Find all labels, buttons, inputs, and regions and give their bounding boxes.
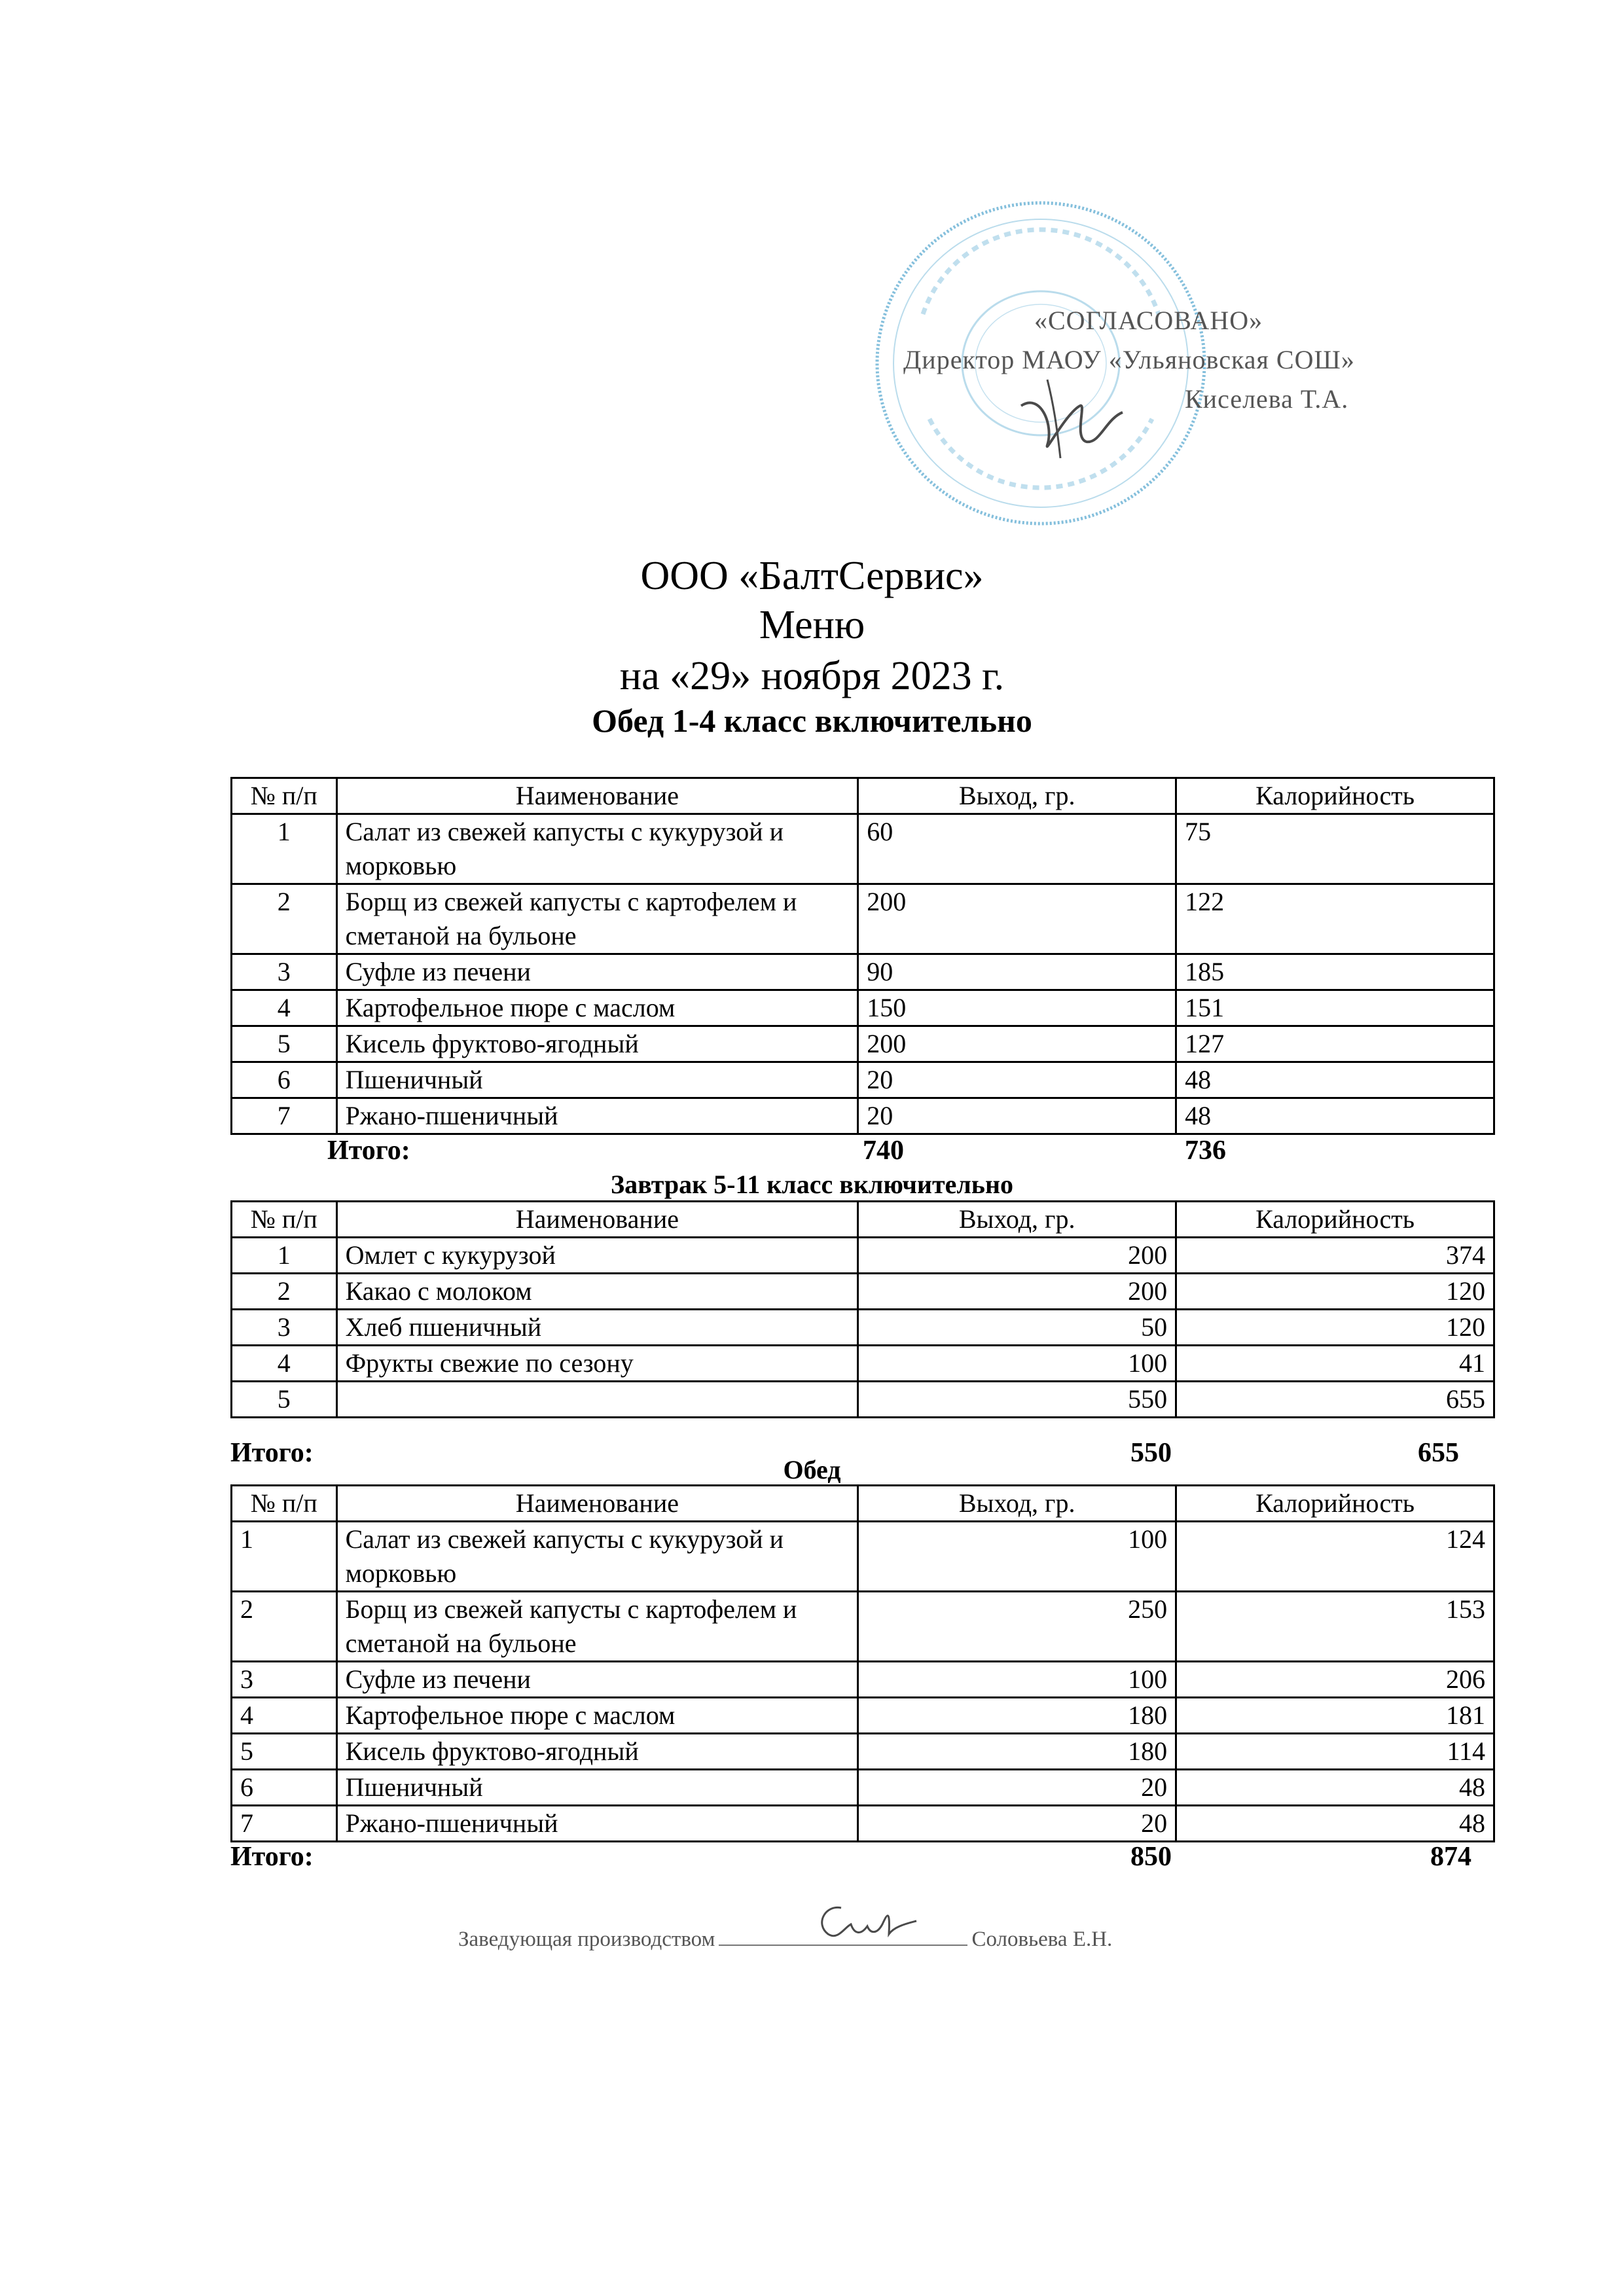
table-row [232,1382,1494,1418]
lunch-total-label: Итого: [230,1842,314,1872]
cell-name: Салат из свежей капусты с кукурузой и морковью [336,1522,858,1592]
cell-name: Ржано-пшеничный [336,1098,858,1134]
breakfast-total-kcal: 655 [1418,1438,1459,1468]
cell-output: 20 [858,1098,1176,1134]
cell-kcal: 655 [1176,1382,1494,1418]
cell-output: 200 [858,1026,1176,1062]
cell-num: 7 [232,1806,337,1842]
cell-name: Суфле из печени [336,1662,858,1698]
column-header-name: Наименование [336,778,858,814]
table-row [232,1592,1494,1662]
cell-name: Какао с молоком [336,1274,858,1310]
cell-kcal: 124 [1176,1522,1494,1592]
cell-num: 4 [232,1346,337,1382]
cell-kcal: 120 [1176,1274,1494,1310]
lunch-1-4-table [230,777,1495,1135]
cell-output: 20 [858,1770,1176,1806]
cell-output: 60 [858,814,1176,884]
column-header-kcal: Калорийность [1176,1202,1494,1238]
cell-output: 200 [858,1274,1176,1310]
cell-num: 2 [232,1274,337,1310]
cell-num: 1 [232,814,337,884]
cell-name: Пшеничный [336,1770,858,1806]
approval-heading: «СОГЛАСОВАНО» [1034,306,1263,335]
cell-output: 200 [858,884,1176,954]
column-header-num: № п/п [232,1202,337,1238]
cell-num: 1 [232,1238,337,1274]
column-header-num: № п/п [232,1486,337,1522]
table-row [232,1274,1494,1310]
column-header-output: Выход, гр. [858,778,1176,814]
approval-signer: Киселева Т.А. [1185,384,1349,414]
cell-output: 100 [858,1522,1176,1592]
cell-output: 90 [858,954,1176,990]
breakfast-total-label: Итого: [230,1438,314,1468]
cell-num: 3 [232,954,337,990]
cell-kcal: 75 [1176,814,1494,884]
cell-kcal: 206 [1176,1662,1494,1698]
cell-output: 250 [858,1592,1176,1662]
cell-kcal: 41 [1176,1346,1494,1382]
table-row [232,1734,1494,1770]
cell-name: Ржано-пшеничный [336,1806,858,1842]
cell-num: 3 [232,1662,337,1698]
approval-block [903,301,1519,419]
table-row [232,1770,1494,1806]
cell-num: 5 [232,1734,337,1770]
cell-num: 5 [232,1382,337,1418]
cell-name: Фрукты свежие по сезону [336,1346,858,1382]
cell-num: 7 [232,1098,337,1134]
table-header-row [232,1202,1494,1238]
cell-kcal: 120 [1176,1310,1494,1346]
lunch-1-4-total-output: 740 [863,1136,904,1166]
cell-kcal: 153 [1176,1592,1494,1662]
cell-output: 100 [858,1662,1176,1698]
production-manager-signature-line [458,1928,1112,1952]
column-header-output: Выход, гр. [858,1486,1176,1522]
cell-output: 200 [858,1238,1176,1274]
table-row [232,1522,1494,1592]
cell-num: 6 [232,1770,337,1806]
document-title: Меню [759,603,865,647]
table-row [232,1346,1494,1382]
table-row [232,990,1494,1026]
lunch-1-4-total-label: Итого: [327,1136,410,1166]
cell-output: 150 [858,990,1176,1026]
cell-name: Картофельное пюре с маслом [336,990,858,1026]
cell-name: Омлет с кукурузой [336,1238,858,1274]
table-row [232,1062,1494,1098]
cell-output: 180 [858,1734,1176,1770]
table-row [232,814,1494,884]
cell-num: 1 [232,1522,337,1592]
cell-kcal: 48 [1176,1770,1494,1806]
cell-name: Хлеб пшеничный [336,1310,858,1346]
cell-output: 550 [858,1382,1176,1418]
cell-name: Картофельное пюре с маслом [336,1698,858,1734]
cell-kcal: 48 [1176,1062,1494,1098]
cell-num: 3 [232,1310,337,1346]
section-title-lunch-1-4: Обед 1-4 класс включительно [592,702,1032,739]
cell-name [336,1382,858,1418]
table-row [232,1698,1494,1734]
column-header-output: Выход, гр. [858,1202,1176,1238]
column-header-num: № п/п [232,778,337,814]
approval-position: Директор МАОУ «Ульяновская СОШ» [903,345,1355,374]
cell-output: 20 [858,1062,1176,1098]
cell-num: 4 [232,990,337,1026]
cell-name: Суфле из печени [336,954,858,990]
cell-kcal: 185 [1176,954,1494,990]
cell-num: 2 [232,884,337,954]
cell-name: Борщ из свежей капусты с картофелем и сметаной на бульоне [336,1592,858,1662]
lunch-total-output: 850 [1130,1842,1172,1872]
cell-kcal: 48 [1176,1806,1494,1842]
table-row [232,1806,1494,1842]
manager-signature [805,1895,929,1954]
cell-output: 50 [858,1310,1176,1346]
lunch-1-4-total-kcal: 736 [1185,1136,1226,1166]
lunch-table [230,1484,1495,1842]
cell-kcal: 114 [1176,1734,1494,1770]
table-row [232,1098,1494,1134]
section-title-lunch: Обед [783,1455,841,1484]
column-header-kcal: Калорийность [1176,1486,1494,1522]
cell-kcal: 127 [1176,1026,1494,1062]
cell-kcal: 181 [1176,1698,1494,1734]
director-signature [1008,367,1132,465]
cell-kcal: 151 [1176,990,1494,1026]
table-header-row [232,778,1494,814]
column-header-name: Наименование [336,1202,858,1238]
breakfast-total-output: 550 [1130,1438,1172,1468]
table-row [232,1238,1494,1274]
cell-name: Салат из свежей капусты с кукурузой и морковью [336,814,858,884]
table-row [232,1026,1494,1062]
column-header-kcal: Калорийность [1176,778,1494,814]
signer-role: Заведующая производством [458,1928,715,1951]
cell-num: 6 [232,1062,337,1098]
cell-name: Кисель фруктово-ягодный [336,1026,858,1062]
cell-name: Кисель фруктово-ягодный [336,1734,858,1770]
table-row [232,1310,1494,1346]
signer-name: Соловьева Е.Н. [971,1928,1113,1951]
table-header-row [232,1486,1494,1522]
cell-num: 5 [232,1026,337,1062]
cell-num: 4 [232,1698,337,1734]
cell-name: Борщ из свежей капусты с картофелем и сметаной на бульоне [336,884,858,954]
breakfast-5-11-table [230,1200,1495,1418]
cell-output: 100 [858,1346,1176,1382]
cell-kcal: 48 [1176,1098,1494,1134]
table-row [232,954,1494,990]
menu-date: на «29» ноября 2023 г. [619,654,1005,698]
cell-output: 20 [858,1806,1176,1842]
cell-output: 180 [858,1698,1176,1734]
cell-kcal: 122 [1176,884,1494,954]
column-header-name: Наименование [336,1486,858,1522]
organization-name: ООО «БалтСервис» [640,554,984,598]
lunch-total-kcal: 874 [1430,1842,1471,1872]
table-row [232,1662,1494,1698]
cell-num: 2 [232,1592,337,1662]
section-title-breakfast-5-11: Завтрак 5-11 класс включительно [610,1170,1014,1199]
cell-name: Пшеничный [336,1062,858,1098]
table-row [232,884,1494,954]
cell-kcal: 374 [1176,1238,1494,1274]
